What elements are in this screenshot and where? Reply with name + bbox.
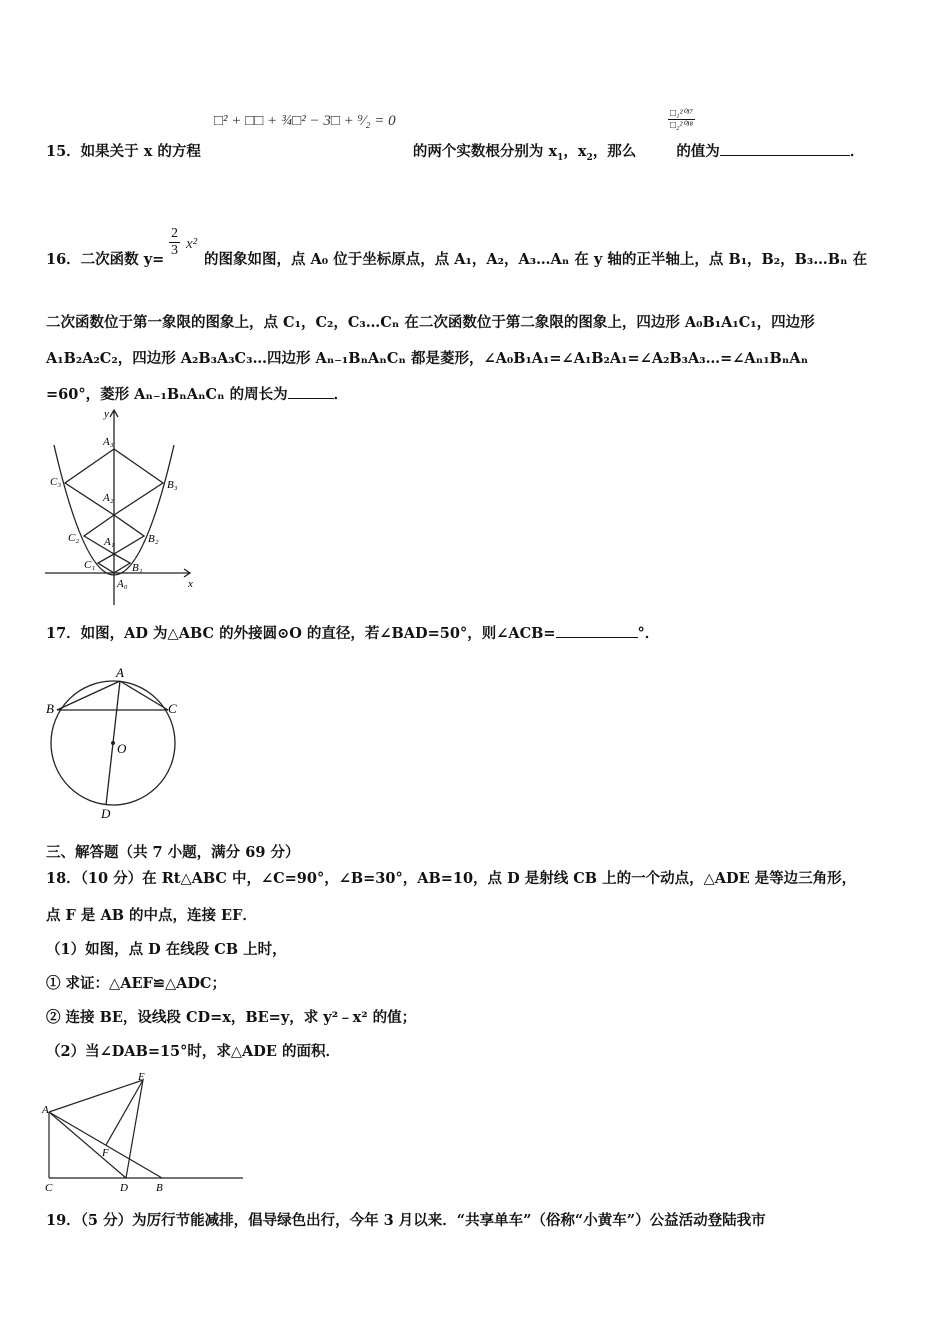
- segment-ad: [49, 1112, 126, 1178]
- q15-suffix: 的值为: [676, 143, 720, 160]
- q19-line1: 19．（5 分）为厉行节能减排，倡导绿色出行，今年 3 月以来．“共享单车”（俗称“小黄车”）公益活动登陆我市: [46, 1212, 766, 1229]
- label-a0: A₀: [117, 578, 128, 590]
- q15-then: ，那么: [592, 143, 637, 160]
- q18-line1: 18．（10 分）在 Rt△ABC 中，∠C=90°，∠B=30°，AB=10，点 D 是射线 CB 上的一个动点，△ADE 是等边三角形，: [46, 870, 857, 887]
- q18-item1: ① 求证：△AEF≌△ADC；: [46, 975, 226, 992]
- q18-line2: 点 F 是 AB 的中点，连接 EF．: [46, 907, 257, 924]
- label-x: x: [188, 578, 193, 590]
- label-c: C: [168, 701, 177, 716]
- label-d: D: [101, 806, 111, 821]
- q17-line: [46, 622, 659, 643]
- q15-answer-blank: [720, 155, 850, 156]
- label-f: F: [102, 1147, 109, 1159]
- q17-answer-blank: [556, 637, 638, 638]
- q15-fraction: [668, 108, 695, 131]
- q16-figure: [40, 405, 200, 610]
- q15-comma: ，x: [563, 143, 587, 160]
- label-c2: C₂: [68, 532, 80, 544]
- label-b: B: [46, 701, 54, 716]
- label-a1: A₁: [104, 536, 115, 548]
- q15-middle: 的两个实数根分别为 x: [412, 143, 558, 160]
- q15-equation: □² + □□ + ¾□² − 3□ + ⁹⁄₂ = 0: [214, 113, 396, 129]
- center-point: [111, 741, 115, 745]
- q15-frac-den: □₂²⁰¹⁸: [670, 120, 693, 131]
- label-y: y: [104, 408, 109, 420]
- label-c1: C₁: [84, 559, 96, 571]
- q17-end: °．: [637, 625, 660, 642]
- q16-line1-rest: 的图象如图，点 A₀ 位于坐标原点，点 A₁，A₂，A₃…Aₙ 在 y 轴的正半轴上，点 B₁，B₂，B₃…Bₙ 在: [204, 251, 868, 268]
- segment-ac: [120, 681, 168, 710]
- label-c3: C₃: [50, 476, 62, 488]
- q17-text: 17．如图，AD 为△ABC 的外接圆⊙O 的直径，若∠BAD=50°，则∠ACB=: [46, 625, 556, 642]
- q16-prefix: 16．二次函数 y=: [46, 251, 165, 268]
- q16-line3: A₁B₂A₂C₂，四边形 A₂B₃A₃C₃…四边形 Aₙ₋₁BₙAₙCₙ 都是菱形，∠A₀B₁A₁=∠A₁B₂A₁=∠A₂B₃A₃…=∠Aₙ₁BₙAₙ: [46, 350, 809, 367]
- q18-part1: （1）如图，点 D 在线段 CB 上时，: [46, 941, 287, 958]
- q16-frac-num: 2: [171, 226, 178, 241]
- label-e: E: [138, 1071, 145, 1083]
- label-a: A: [116, 665, 124, 680]
- q17-figure: [40, 665, 190, 825]
- q16-line2: 二次函数位于第一象限的图象上，点 C₁，C₂，C₃…Cₙ 在二次函数位于第二象限的图象上，四边形 A₀B₁A₁C₁，四边形: [46, 314, 815, 331]
- q18-item2: ② 连接 BE，设线段 CD=x，BE=y，求 y²﹣x² 的值；: [46, 1009, 417, 1026]
- label-a3: A₃: [103, 436, 114, 448]
- label-o: O: [117, 741, 127, 756]
- q16-line4: [46, 383, 348, 404]
- q15-end: ．: [849, 143, 865, 160]
- q15-prefix: 15．如果关于 x 的方程: [46, 143, 201, 160]
- segment-ae: [49, 1080, 143, 1112]
- segment-ab: [49, 1112, 162, 1178]
- q16-line4-end: ．: [333, 386, 349, 403]
- section-3-heading: 三、解答题（共 7 小题，满分 69 分）: [46, 844, 300, 861]
- q18-figure: [40, 1070, 250, 1195]
- label-b: B: [156, 1182, 163, 1194]
- label-a: A: [42, 1104, 49, 1116]
- label-b2: B₂: [148, 533, 159, 545]
- q16-frac-var: x²: [186, 236, 198, 252]
- q16-frac-den: 3: [171, 243, 178, 258]
- label-b3: B₃: [167, 479, 178, 491]
- q16-line4-prefix: =60°，菱形 Aₙ₋₁BₙAₙCₙ 的周长为: [46, 386, 288, 403]
- label-b1: B₁: [132, 562, 143, 574]
- q15-sub2: 2: [586, 152, 593, 163]
- q15-sub1: 1: [557, 152, 564, 163]
- label-d: D: [120, 1182, 128, 1194]
- q15-line: [46, 140, 864, 163]
- label-a2: A₂: [103, 492, 114, 504]
- q15-frac-num: □₁²⁰¹⁷: [670, 108, 693, 119]
- label-c: C: [45, 1182, 53, 1194]
- q18-part2: （2）当∠DAB=15°时，求△ADE 的面积．: [46, 1043, 340, 1060]
- q16-fraction: [169, 226, 180, 259]
- q16-answer-blank: [288, 398, 334, 399]
